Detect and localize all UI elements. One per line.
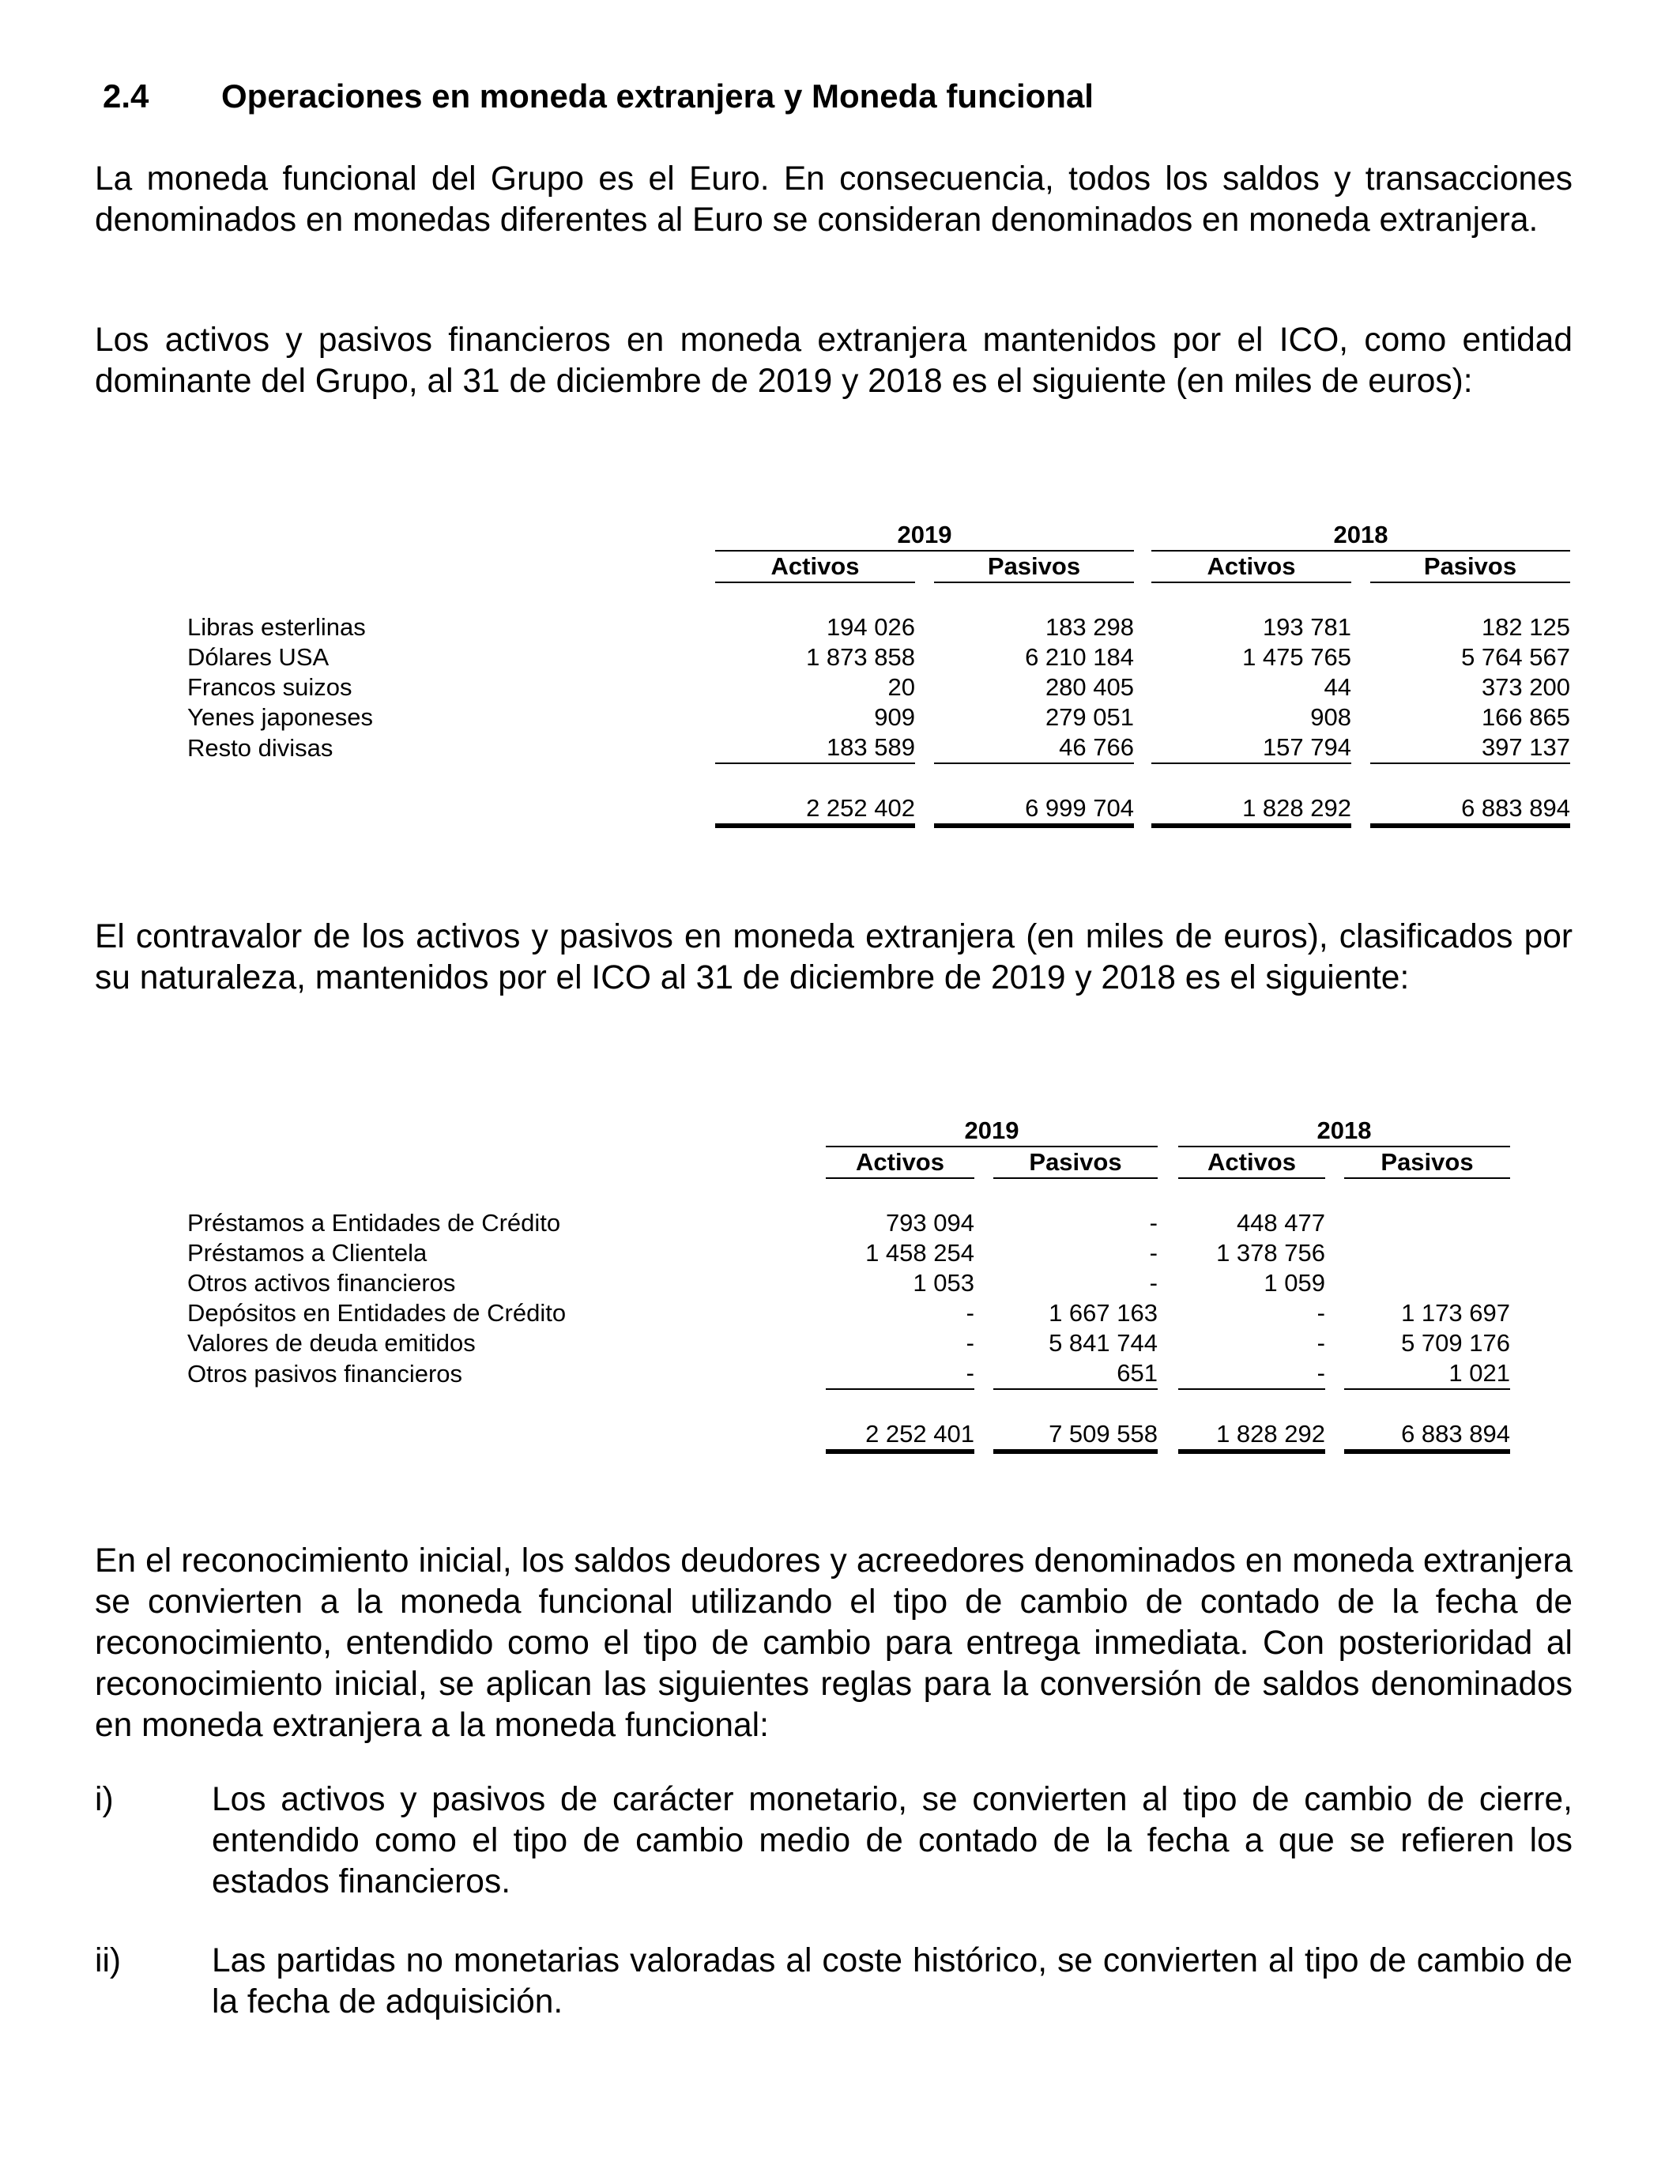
col-header-pasivos-2019: Pasivos bbox=[993, 1147, 1158, 1178]
row-label: Préstamos a Clientela bbox=[187, 1239, 428, 1267]
row-label: Yenes japoneses bbox=[187, 703, 373, 731]
section-heading bbox=[103, 77, 1094, 115]
col-header-pasivos-2019: Pasivos bbox=[934, 551, 1134, 582]
cell-pasivos-2018: 373 200 bbox=[1481, 673, 1570, 701]
cell-activos-2018: 448 477 bbox=[1236, 1209, 1325, 1237]
total-pasivos-2018: 6 883 894 bbox=[1370, 793, 1570, 826]
cell-activos-2019: 1 873 858 bbox=[806, 643, 915, 671]
table-row bbox=[187, 612, 1570, 642]
row-label: Francos suizos bbox=[187, 673, 352, 701]
cell-activos-2018: - bbox=[1317, 1299, 1325, 1327]
cell-activos-2018: 157 794 bbox=[1151, 732, 1351, 763]
row-label: Dólares USA bbox=[187, 643, 330, 671]
list-marker: i) bbox=[95, 1781, 114, 1818]
cell-activos-2019: - bbox=[966, 1299, 974, 1327]
cell-activos-2018: 44 bbox=[1324, 673, 1351, 701]
col-header-activos-2019: Activos bbox=[826, 1147, 974, 1178]
cell-activos-2019: 183 589 bbox=[715, 732, 915, 763]
cell-pasivos-2018: 166 865 bbox=[1481, 703, 1570, 731]
row-label: Otros pasivos financieros bbox=[187, 1359, 463, 1388]
total-activos-2018: 1 828 292 bbox=[1178, 1419, 1325, 1452]
list-item bbox=[95, 1941, 1573, 2023]
cell-pasivos-2018: 397 137 bbox=[1370, 732, 1570, 763]
cell-pasivos-2018 bbox=[1344, 1268, 1510, 1298]
cell-activos-2018: - bbox=[1178, 1358, 1325, 1389]
cell-activos-2019: - bbox=[966, 1329, 974, 1357]
cell-pasivos-2019: 183 298 bbox=[1045, 613, 1134, 641]
cell-pasivos-2019: 46 766 bbox=[934, 732, 1134, 763]
paragraph-assets-liabilities-intro: Los activos y pasivos financieros en moneda extranjera mantenidos por el ICO, como entidad dominante del Grupo, al 31 de diciembre de 2019 y 2018 es el siguiente (en miles de euros): bbox=[95, 322, 1573, 400]
cell-pasivos-2019: 1 667 163 bbox=[1049, 1299, 1158, 1327]
list-marker: ii) bbox=[95, 1942, 122, 1979]
cell-activos-2019: 1 458 254 bbox=[865, 1239, 974, 1267]
list-text: Los activos y pasivos de carácter monetario, se convierten al tipo de cambio de cierre, entendido como el tipo de cambio medio de contado de la fecha a que se refieren los estados financieros. bbox=[212, 1781, 1573, 1900]
year-header-2019: 2019 bbox=[715, 520, 1134, 551]
table-currency-balances bbox=[187, 520, 1570, 828]
total-pasivos-2018: 6 883 894 bbox=[1344, 1419, 1510, 1452]
cell-pasivos-2018 bbox=[1344, 1238, 1510, 1268]
table-row bbox=[187, 1328, 1510, 1358]
cell-activos-2019: - bbox=[826, 1358, 974, 1389]
table-by-nature bbox=[187, 1116, 1510, 1454]
cell-pasivos-2018: 1 021 bbox=[1344, 1358, 1510, 1389]
col-header-activos-2018: Activos bbox=[1151, 551, 1351, 582]
section-number: 2.4 bbox=[103, 77, 149, 115]
total-pasivos-2019: 6 999 704 bbox=[934, 793, 1134, 826]
table-row bbox=[187, 732, 1570, 763]
cell-activos-2018: 1 475 765 bbox=[1242, 643, 1351, 671]
cell-activos-2019: 20 bbox=[887, 673, 915, 701]
cell-activos-2019: 1 053 bbox=[913, 1269, 974, 1297]
table-row bbox=[187, 1268, 1510, 1298]
cell-activos-2019: 194 026 bbox=[826, 613, 915, 641]
cell-pasivos-2019: 5 841 744 bbox=[1049, 1329, 1158, 1357]
table-total-row bbox=[187, 793, 1570, 826]
cell-pasivos-2018: 5 709 176 bbox=[1401, 1329, 1510, 1357]
cell-activos-2018: 193 781 bbox=[1262, 613, 1351, 641]
row-label: Libras esterlinas bbox=[187, 613, 366, 641]
year-header-2019: 2019 bbox=[826, 1116, 1158, 1147]
paragraph-functional-currency: La moneda funcional del Grupo es el Euro. En consecuencia, todos los saldos y transacciones denominados en monedas diferentes al Euro se consideran denominados en moneda extranjera. bbox=[95, 160, 1573, 239]
cell-activos-2018: 1 059 bbox=[1264, 1269, 1325, 1297]
row-label: Otros activos financieros bbox=[187, 1269, 456, 1297]
cell-pasivos-2018: 1 173 697 bbox=[1401, 1299, 1510, 1327]
cell-activos-2018: - bbox=[1317, 1329, 1325, 1357]
total-activos-2019: 2 252 402 bbox=[715, 793, 915, 826]
row-label: Depósitos en Entidades de Crédito bbox=[187, 1299, 567, 1327]
cell-pasivos-2018: 5 764 567 bbox=[1461, 643, 1570, 671]
table-total-row bbox=[187, 1419, 1510, 1452]
col-header-activos-2018: Activos bbox=[1178, 1147, 1325, 1178]
table-row bbox=[187, 702, 1570, 732]
cell-pasivos-2019: - bbox=[1149, 1209, 1158, 1237]
section-title: Operaciones en moneda extranjera y Moneda funcional bbox=[221, 77, 1094, 115]
col-header-pasivos-2018: Pasivos bbox=[1344, 1147, 1510, 1178]
total-activos-2018: 1 828 292 bbox=[1151, 793, 1351, 826]
table-row bbox=[187, 1298, 1510, 1328]
row-label: Resto divisas bbox=[187, 733, 333, 762]
cell-pasivos-2019: - bbox=[1149, 1239, 1158, 1267]
cell-activos-2018: 1 378 756 bbox=[1216, 1239, 1325, 1267]
row-label: Préstamos a Entidades de Crédito bbox=[187, 1209, 561, 1237]
table-row bbox=[187, 1208, 1510, 1238]
col-header-activos-2019: Activos bbox=[715, 551, 915, 582]
cell-activos-2019: 793 094 bbox=[885, 1209, 974, 1237]
cell-pasivos-2018 bbox=[1344, 1208, 1510, 1238]
cell-pasivos-2019: - bbox=[1149, 1269, 1158, 1297]
list-text: Las partidas no monetarias valoradas al coste histórico, se convierten al tipo de cambio de la fecha de adquisición. bbox=[212, 1942, 1573, 2020]
paragraph-countervalue-intro: El contravalor de los activos y pasivos en moneda extranjera (en miles de euros), clasificados por su naturaleza, mantenidos por el ICO al 31 de diciembre de 2019 y 2018 es el siguiente: bbox=[95, 918, 1573, 996]
table-row bbox=[187, 642, 1570, 672]
table-row bbox=[187, 1358, 1510, 1389]
total-pasivos-2019: 7 509 558 bbox=[993, 1419, 1158, 1452]
cell-pasivos-2019: 280 405 bbox=[1045, 673, 1134, 701]
col-header-pasivos-2018: Pasivos bbox=[1370, 551, 1570, 582]
year-header-2018: 2018 bbox=[1178, 1116, 1510, 1147]
cell-pasivos-2018: 182 125 bbox=[1481, 613, 1570, 641]
paragraph-initial-recognition: En el reconocimiento inicial, los saldos deudores y acreedores denominados en moneda extranjera se convierten a la moneda funcional utilizando el tipo de cambio de contado de la fecha de reconocimiento, entendido como el tipo de cambio para entrega inmediata. Con posterioridad al reconocimiento inicial, se aplican las siguientes reglas para la conversión de saldos denominados en moneda extranjera a la moneda funcional: bbox=[95, 1542, 1573, 1744]
table-row bbox=[187, 672, 1570, 702]
list-item bbox=[95, 1779, 1573, 1903]
cell-pasivos-2019: 6 210 184 bbox=[1025, 643, 1134, 671]
row-label: Valores de deuda emitidos bbox=[187, 1329, 476, 1357]
cell-activos-2018: 908 bbox=[1310, 703, 1351, 731]
total-activos-2019: 2 252 401 bbox=[826, 1419, 974, 1452]
cell-pasivos-2019: 651 bbox=[993, 1358, 1158, 1389]
table-row bbox=[187, 1238, 1510, 1268]
cell-pasivos-2019: 279 051 bbox=[1045, 703, 1134, 731]
cell-activos-2019: 909 bbox=[874, 703, 915, 731]
year-header-2018: 2018 bbox=[1151, 520, 1570, 551]
